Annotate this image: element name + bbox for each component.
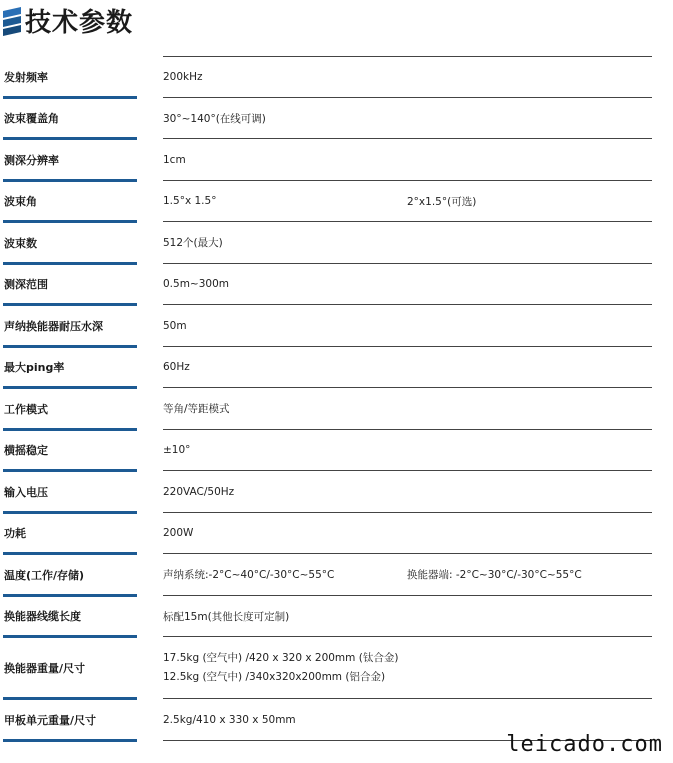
spec-label: 发射频率: [4, 70, 48, 84]
spec-label: 波束覆盖角: [4, 112, 59, 126]
spec-value: [163, 637, 398, 699]
table-top-rule: [163, 56, 652, 57]
spec-row: [0, 513, 673, 555]
spec-value: 200kHz: [163, 70, 203, 83]
spec-label: 波束数: [4, 236, 37, 250]
spec-value-alt: 换能器端: -2°C~30°C/-30°C~55°C: [407, 569, 582, 582]
spec-value: 512个(最大): [163, 237, 223, 250]
spec-label: 测深分辨率: [4, 153, 59, 167]
spec-value: 50m: [163, 319, 187, 332]
spec-row: [0, 222, 673, 264]
spec-label: 最大ping率: [4, 361, 65, 375]
spec-row: [0, 264, 673, 306]
label-divider: [3, 739, 137, 742]
spec-value: 60Hz: [163, 361, 190, 374]
spec-row: [0, 471, 673, 513]
spec-label: 声纳换能器耐压水深: [4, 319, 103, 333]
spec-value-line: 12.5kg (空气中) /340x320x200mm (铝合金): [163, 671, 386, 683]
stacked-bars-logo-icon: [3, 7, 21, 39]
spec-label: 工作模式: [4, 402, 48, 416]
spec-label: 横摇稳定: [4, 444, 48, 458]
spec-label: 波束角: [4, 195, 37, 209]
spec-row: [0, 430, 673, 472]
spec-row: [0, 56, 673, 98]
spec-row: [0, 181, 673, 223]
spec-value: 等角/等距模式: [163, 403, 230, 416]
spec-row: [0, 596, 673, 638]
spec-value: 220VAC/50Hz: [163, 485, 235, 498]
spec-label: 输入电压: [4, 485, 48, 499]
page-header: [3, 5, 133, 41]
watermark: leicado.com: [506, 732, 663, 757]
spec-label: 换能器线缆长度: [4, 610, 81, 624]
page-title: 技术参数: [25, 8, 134, 38]
spec-row: [0, 347, 673, 389]
spec-row: [0, 305, 673, 347]
spec-value: 1.5°x 1.5°: [163, 195, 217, 208]
spec-value: 0.5m~300m: [163, 278, 229, 291]
spec-label: 测深范围: [4, 278, 48, 292]
spec-value: 声纳系统:-2°C~40°C/-30°C~55°C: [163, 569, 335, 582]
spec-value: 30°~140°(在线可调): [163, 112, 266, 125]
spec-value: 标配15m(其他长度可定制): [163, 610, 290, 623]
spec-row: [0, 554, 673, 596]
spec-label: 功耗: [4, 527, 26, 541]
spec-row: [0, 139, 673, 181]
spec-value: 200W: [163, 527, 194, 540]
spec-row: [0, 637, 673, 699]
spec-value-line: 17.5kg (空气中) /420 x 320 x 200mm (钛合金): [163, 652, 399, 664]
spec-label: 甲板单元重量/尺寸: [4, 713, 97, 727]
spec-label: 换能器重量/尺寸: [4, 662, 86, 675]
spec-value: 1cm: [163, 153, 186, 166]
spec-value: ±10°: [163, 444, 191, 457]
spec-row: [0, 98, 673, 140]
spec-value-alt: 2°x1.5°(可选): [407, 195, 477, 208]
spec-table: [0, 56, 673, 741]
spec-label: 温度(工作/存储): [4, 568, 85, 582]
spec-value: 2.5kg/410 x 330 x 50mm: [163, 713, 296, 726]
spec-row: [0, 388, 673, 430]
